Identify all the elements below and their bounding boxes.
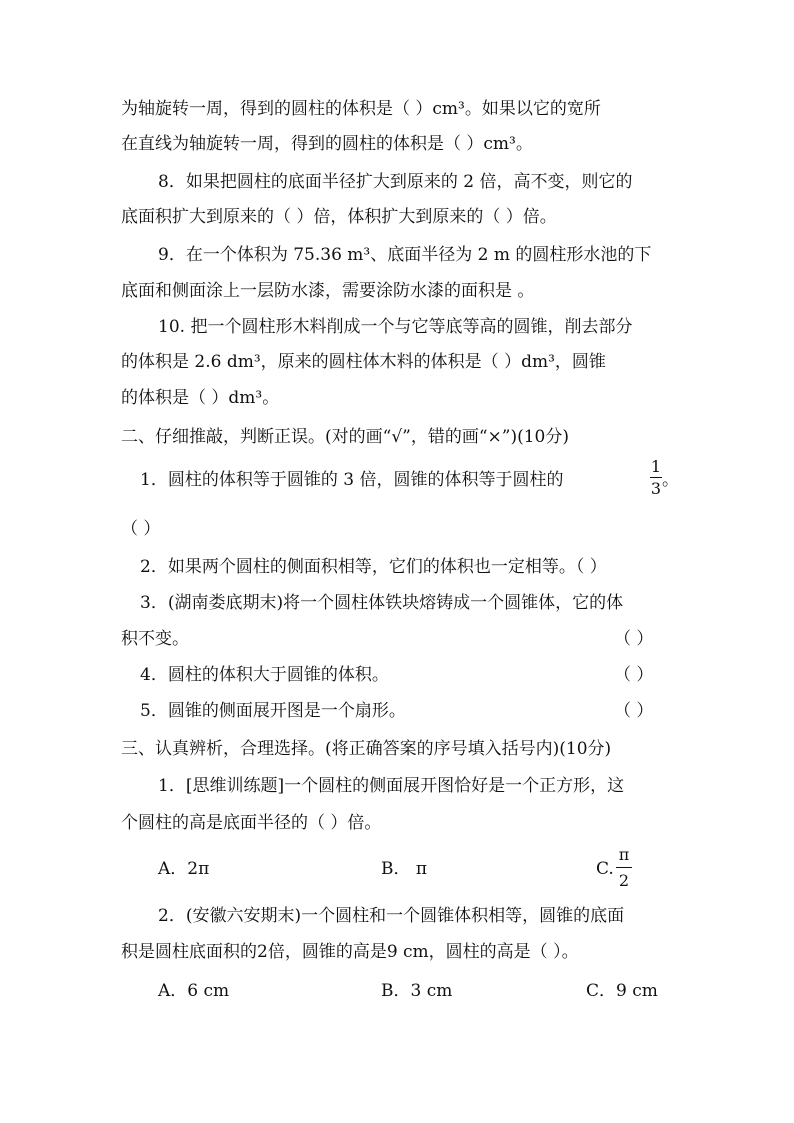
text-line: 的体积是 2.6 dm³，原来的圆柱体木料的体积是（ ）dm³，圆锥 bbox=[121, 352, 606, 372]
fraction-bar bbox=[616, 867, 632, 868]
text-line: 积是圆柱底面积的2倍，圆锥的高是9 cm，圆柱的高是（ ）。 bbox=[121, 942, 579, 962]
question-10: 10. 把一个圆柱形木料削成一个与它等底等高的圆锥，削去部分 bbox=[158, 317, 633, 337]
choice-2: 2．(安徽六安期末)一个圆柱和一个圆锥体积相等，圆锥的底面 bbox=[158, 906, 625, 926]
answer-paren: （ ） bbox=[614, 665, 654, 685]
answer-paren: （ ） bbox=[121, 519, 161, 539]
fraction-denominator: 2 bbox=[618, 871, 630, 890]
text-line: 底面和侧面涂上一层防水漆，需要涂防水漆的面积是 。 bbox=[121, 281, 535, 301]
judge-1: 1．圆柱的体积等于圆锥的 3 倍，圆锥的体积等于圆柱的 bbox=[140, 470, 564, 490]
question-8: 8．如果把圆柱的底面半径扩大到原来的 2 倍，高不变，则它的 bbox=[158, 172, 633, 192]
answer-paren: （ ） bbox=[614, 629, 654, 649]
judge-4: 4．圆柱的体积大于圆锥的体积。 bbox=[140, 665, 389, 685]
section-heading-3: 三、认真辨析，合理选择。(将正确答案的序号填入括号内)(10分) bbox=[121, 739, 612, 759]
section-heading-2: 二、仔细推敲，判断正误。(对的画“√”，错的画“×”)(10分) bbox=[121, 427, 570, 447]
text-line: 的体积是（ ）dm³。 bbox=[121, 388, 280, 408]
text-line: 个圆柱的高是底面半径的（ ）倍。 bbox=[121, 813, 382, 833]
fraction-denominator: 3 bbox=[650, 479, 662, 498]
judge-3: 3．(湖南娄底期末)将一个圆柱体铁块熔铸成一个圆锥体，它的体 bbox=[140, 593, 624, 613]
option-c: C．9 cm bbox=[586, 981, 658, 1001]
fraction-bar bbox=[650, 477, 662, 478]
text-line: 在直线为轴旋转一周，得到的圆柱的体积是（ ）cm³。 bbox=[121, 134, 533, 154]
text-line: 为轴旋转一周，得到的圆柱的体积是（ ）cm³。如果以它的宽所 bbox=[121, 99, 601, 119]
option-b: B．3 cm bbox=[381, 981, 453, 1001]
option-a: A．2π bbox=[158, 859, 210, 879]
text-line: 底面积扩大到原来的（ ）倍，体积扩大到原来的（ ）倍。 bbox=[121, 207, 557, 227]
judge-5: 5．圆锥的侧面展开图是一个扇形。 bbox=[140, 701, 406, 721]
text-line: 积不变。 bbox=[121, 629, 189, 649]
option-c: C. bbox=[596, 859, 614, 879]
period: 。 bbox=[662, 470, 679, 490]
judge-2: 2．如果两个圆柱的侧面积相等，它们的体积也一定相等。（ ） bbox=[140, 557, 607, 577]
answer-paren: （ ） bbox=[614, 701, 654, 721]
choice-1: 1．[思维训练题]一个圆柱的侧面展开图恰好是一个正方形，这 bbox=[158, 776, 625, 796]
fraction-numerator: 1 bbox=[650, 457, 662, 476]
option-a: A．6 cm bbox=[158, 981, 230, 1001]
question-9: 9．在一个体积为 75.36 m³、底面半径为 2 m 的圆柱形水池的下 bbox=[158, 245, 652, 265]
fraction-numerator: π bbox=[618, 845, 630, 864]
option-b: B． π bbox=[381, 859, 428, 879]
